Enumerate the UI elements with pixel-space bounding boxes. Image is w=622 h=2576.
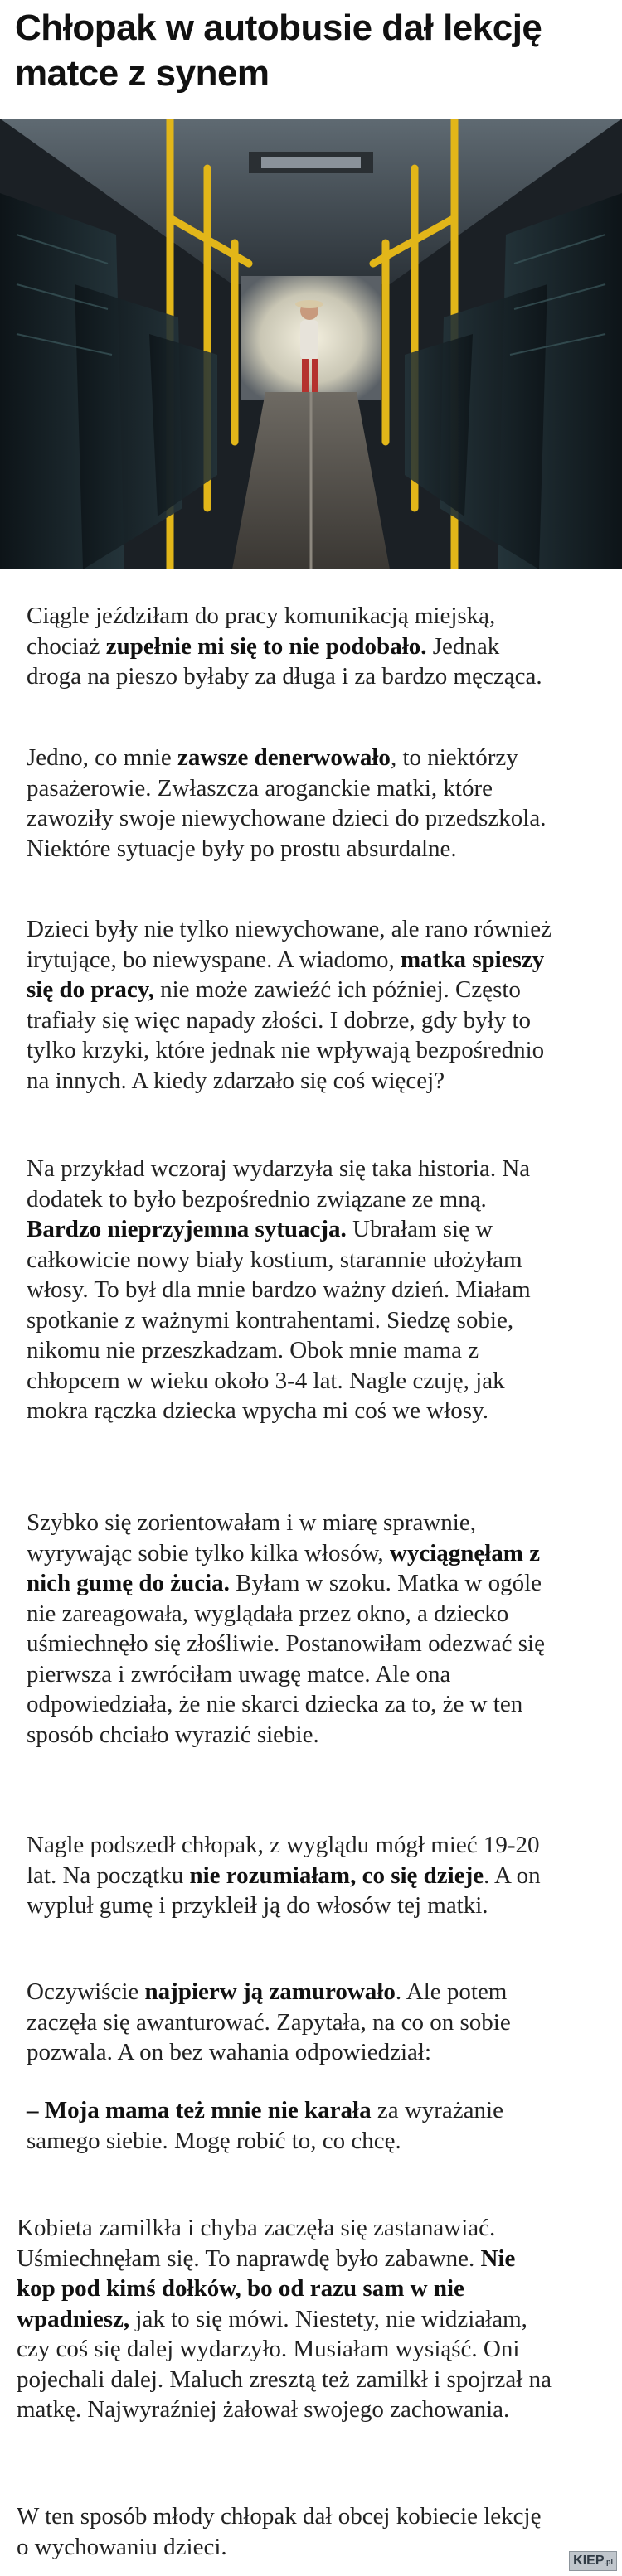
bold-text: Nie <box>480 2244 516 2272</box>
paragraph-line <box>27 1275 531 1305</box>
paragraph-line <box>27 1005 552 1036</box>
text-run: Ubrałam się w <box>346 1216 493 1242</box>
text-run: uśmiechnęło się złośliwie. Postanowiłam odezwać się <box>27 1630 545 1657</box>
text-run: całkowicie nowy biały kostium, starannie ułożyłam <box>27 1246 522 1273</box>
paragraph-line <box>27 1335 531 1366</box>
text-run: włosy. To był dla mnie bardzo ważny dzień. Miałam <box>27 1276 531 1303</box>
paragraph-line <box>27 2095 503 2126</box>
paragraph-line <box>27 1245 531 1276</box>
article-paragraph <box>27 1154 531 1426</box>
paragraph-line <box>27 773 546 804</box>
text-run: Niektóre sytuacje były po prostu absurdalne. <box>27 835 457 862</box>
text-run: pasażerowie. Zwłaszcza aroganckie matki, które <box>27 774 493 801</box>
paragraph-line <box>27 632 542 662</box>
text-run: Szybko się zorientowałam i w miarę sprawnie, <box>27 1509 476 1536</box>
hero-image <box>0 119 622 569</box>
text-run: Kobieta zamilkła i chyba zaczęła się zastanawiać. <box>17 2215 496 2241</box>
paragraph-line <box>27 803 546 834</box>
bold-text: matka spieszy <box>401 946 545 973</box>
bold-text: nie rozumiałam, co się dzieje <box>189 1862 484 1889</box>
paragraph-line <box>27 1861 541 1891</box>
paragraph-line <box>27 1154 531 1184</box>
text-run: trafiały się więc napady złości. I dobrze, gdy były to <box>27 1006 531 1034</box>
paragraph-line <box>27 1066 552 1097</box>
paragraph-line <box>27 1720 545 1750</box>
paragraph-line <box>17 2394 552 2425</box>
paragraph-line <box>27 1396 531 1426</box>
site-watermark-logo <box>569 2551 617 2571</box>
text-run: Jednak <box>426 632 500 660</box>
paragraph-line <box>17 2213 552 2244</box>
text-run: lat. Na początku <box>27 1862 190 1889</box>
text-run: sposób chciało wyrazić siebie. <box>27 1721 319 1748</box>
paragraph-line <box>27 2037 511 2068</box>
paragraph-line <box>27 1689 545 1720</box>
text-run: Byłam w szoku. Matka w ogóle <box>229 1570 542 1596</box>
bold-text: – Moja mama też mnie nie karała <box>27 2097 372 2123</box>
bold-text: nich gumę do żucia. <box>27 1570 230 1596</box>
text-run: Dzieci były nie tylko niewychowane, ale rano również <box>27 916 552 942</box>
text-run: W ten sposób młody chłopak dał obcej kobiecie lekcję <box>17 2503 542 2530</box>
bold-text: się do pracy, <box>27 976 154 1003</box>
paragraph-line <box>27 1599 545 1629</box>
paragraph-line <box>27 1977 511 2007</box>
text-run: irytujące, bo niewyspane. A wiadomo, <box>27 946 401 973</box>
text-run: Jedno, co mnie <box>27 744 178 771</box>
text-run: odpowiedziała, że nie skarci dziecka za to, że w ten <box>27 1691 523 1717</box>
bold-text: wpadniesz, <box>17 2305 130 2332</box>
article-paragraph <box>27 1508 545 1750</box>
text-run: . Ale potem <box>395 1978 508 2005</box>
text-run: pojechali dalej. Maluch zresztą też zamilkł i spojrzał na <box>17 2365 552 2393</box>
text-run: nie może zawieźć ich później. Często <box>153 976 521 1003</box>
text-run: czy coś się dalej wydarzyło. Musiałam wysiąść. Oni <box>17 2336 520 2362</box>
paragraph-line <box>17 2334 552 2365</box>
article-title-line: matce z synem <box>15 53 270 94</box>
text-run: samego siebie. Mogę robić to, co chcę. <box>27 2127 401 2154</box>
text-run: Nagle podszedł chłopak, z wyglądu mógł mieć 19-20 <box>27 1832 540 1858</box>
bus-interior-illustration <box>0 119 622 569</box>
text-run: Na przykład wczoraj wydarzyła się taka historia. Na <box>27 1155 531 1182</box>
paragraph-line <box>27 1629 545 1659</box>
paragraph-line <box>27 1366 531 1397</box>
paragraph-line <box>17 2532 541 2563</box>
paragraph-line <box>27 1830 541 1861</box>
text-run: Oczywiście <box>27 1978 145 2005</box>
article-paragraph <box>27 2095 503 2156</box>
text-run: pierwsza i zwróciłam uwagę matce. Ale ona <box>27 1660 451 1687</box>
text-run: chłopcem w wieku około 3-4 lat. Nagle czuję, jak <box>27 1367 505 1394</box>
paragraph-line <box>27 601 542 632</box>
text-run: pozwala. A on bez wahania odpowiedział: <box>27 2039 432 2065</box>
text-run: zaczęła się awanturować. Zapytała, na co on sobie <box>27 2008 511 2036</box>
bold-text: Bardzo nieprzyjemna sytuacja. <box>27 1216 347 1242</box>
text-run: na innych. A kiedy zdarzało się coś więcej? <box>27 1067 445 1094</box>
paragraph-line <box>27 834 546 864</box>
text-run: mokra rączka dziecka wpycha mi coś we włosy. <box>27 1397 488 1424</box>
bold-text: zawsze denerwowało <box>177 744 391 771</box>
paragraph-line <box>27 1891 541 1921</box>
text-run: wyrywając sobie tylko kilka włosów, <box>27 1539 390 1566</box>
text-run: . A on <box>484 1862 541 1889</box>
paragraph-line <box>27 1184 531 1215</box>
paragraph-line <box>27 2007 511 2038</box>
text-run: matkę. Najwyraźniej żałował swojego zachowania. <box>17 2396 510 2423</box>
paragraph-line <box>17 2273 552 2304</box>
paragraph-line <box>27 1508 545 1538</box>
bold-text: zupełnie mi się to nie podobało. <box>105 632 427 660</box>
paragraph-line <box>17 2501 541 2532</box>
text-run: spotkanie z ważnymi kontrahentami. Siedzę sobie, <box>27 1306 514 1334</box>
article-paragraph <box>27 601 542 692</box>
watermark-suffix: .pl <box>604 2558 613 2566</box>
text-run: Ciągle jeździłam do pracy komunikacją miejską, <box>27 603 496 629</box>
paragraph-line <box>27 1214 531 1245</box>
paragraph-line <box>27 975 552 1005</box>
paragraph-line <box>27 1305 531 1336</box>
article-paragraph <box>27 1977 511 2068</box>
text-run: Uśmiechnęłam się. To naprawdę było zabawne. <box>17 2244 481 2272</box>
paragraph-line <box>27 945 552 976</box>
text-run: nikomu nie przeszkadzam. Obok mnie mama z <box>27 1337 479 1363</box>
paragraph-line <box>27 1568 545 1599</box>
paragraph-line <box>17 2365 552 2395</box>
paragraph-line <box>27 2126 503 2157</box>
bold-text: kop pod kimś dołków, bo od razu sam w nie <box>17 2275 464 2302</box>
paragraph-line <box>27 1659 545 1690</box>
paragraph-line <box>27 661 542 692</box>
paragraph-line <box>27 743 546 773</box>
text-run: wypluł gumę i przykleił ją do włosów tej matki. <box>27 1892 488 1919</box>
article-paragraph <box>27 743 546 864</box>
paragraph-line <box>17 2244 552 2274</box>
text-run: zawoziły swoje niewychowane dzieci do przedszkola. <box>27 805 547 831</box>
text-run: jak to się mówi. Niestety, nie widziałam, <box>129 2305 527 2332</box>
bold-text: wyciągnęłam z <box>389 1539 541 1566</box>
paragraph-line <box>27 914 552 945</box>
article-paragraph <box>27 914 552 1096</box>
text-run: za wyrażanie <box>371 2097 503 2123</box>
text-run: o wychowaniu dzieci. <box>17 2533 227 2560</box>
text-run: dodatek to było bezpośrednio związane ze mną. <box>27 1185 487 1213</box>
bold-text: najpierw ją zamurowało <box>144 1978 396 2005</box>
article-title <box>15 5 605 96</box>
paragraph-line <box>17 2304 552 2335</box>
text-run: droga na pieszo byłaby za długa i za bardzo męcząca. <box>27 663 542 690</box>
article-paragraph <box>27 1830 541 1921</box>
text-run: , to niektórzy <box>390 744 518 771</box>
text-run: chociaż <box>27 632 106 660</box>
article-paragraph <box>17 2213 552 2425</box>
paragraph-line <box>27 1538 545 1569</box>
watermark-text: KIEP <box>573 2554 605 2568</box>
text-run: nie zareagowała, wyglądała przez okno, a dziecko <box>27 1600 509 1627</box>
article-title-line: Chłopak w autobusie dał lekcję <box>15 7 542 48</box>
article-paragraph <box>17 2501 541 2562</box>
paragraph-line <box>27 1035 552 1066</box>
text-run: tylko krzyki, które jednak nie wpływają bezpośrednio <box>27 1037 545 1063</box>
